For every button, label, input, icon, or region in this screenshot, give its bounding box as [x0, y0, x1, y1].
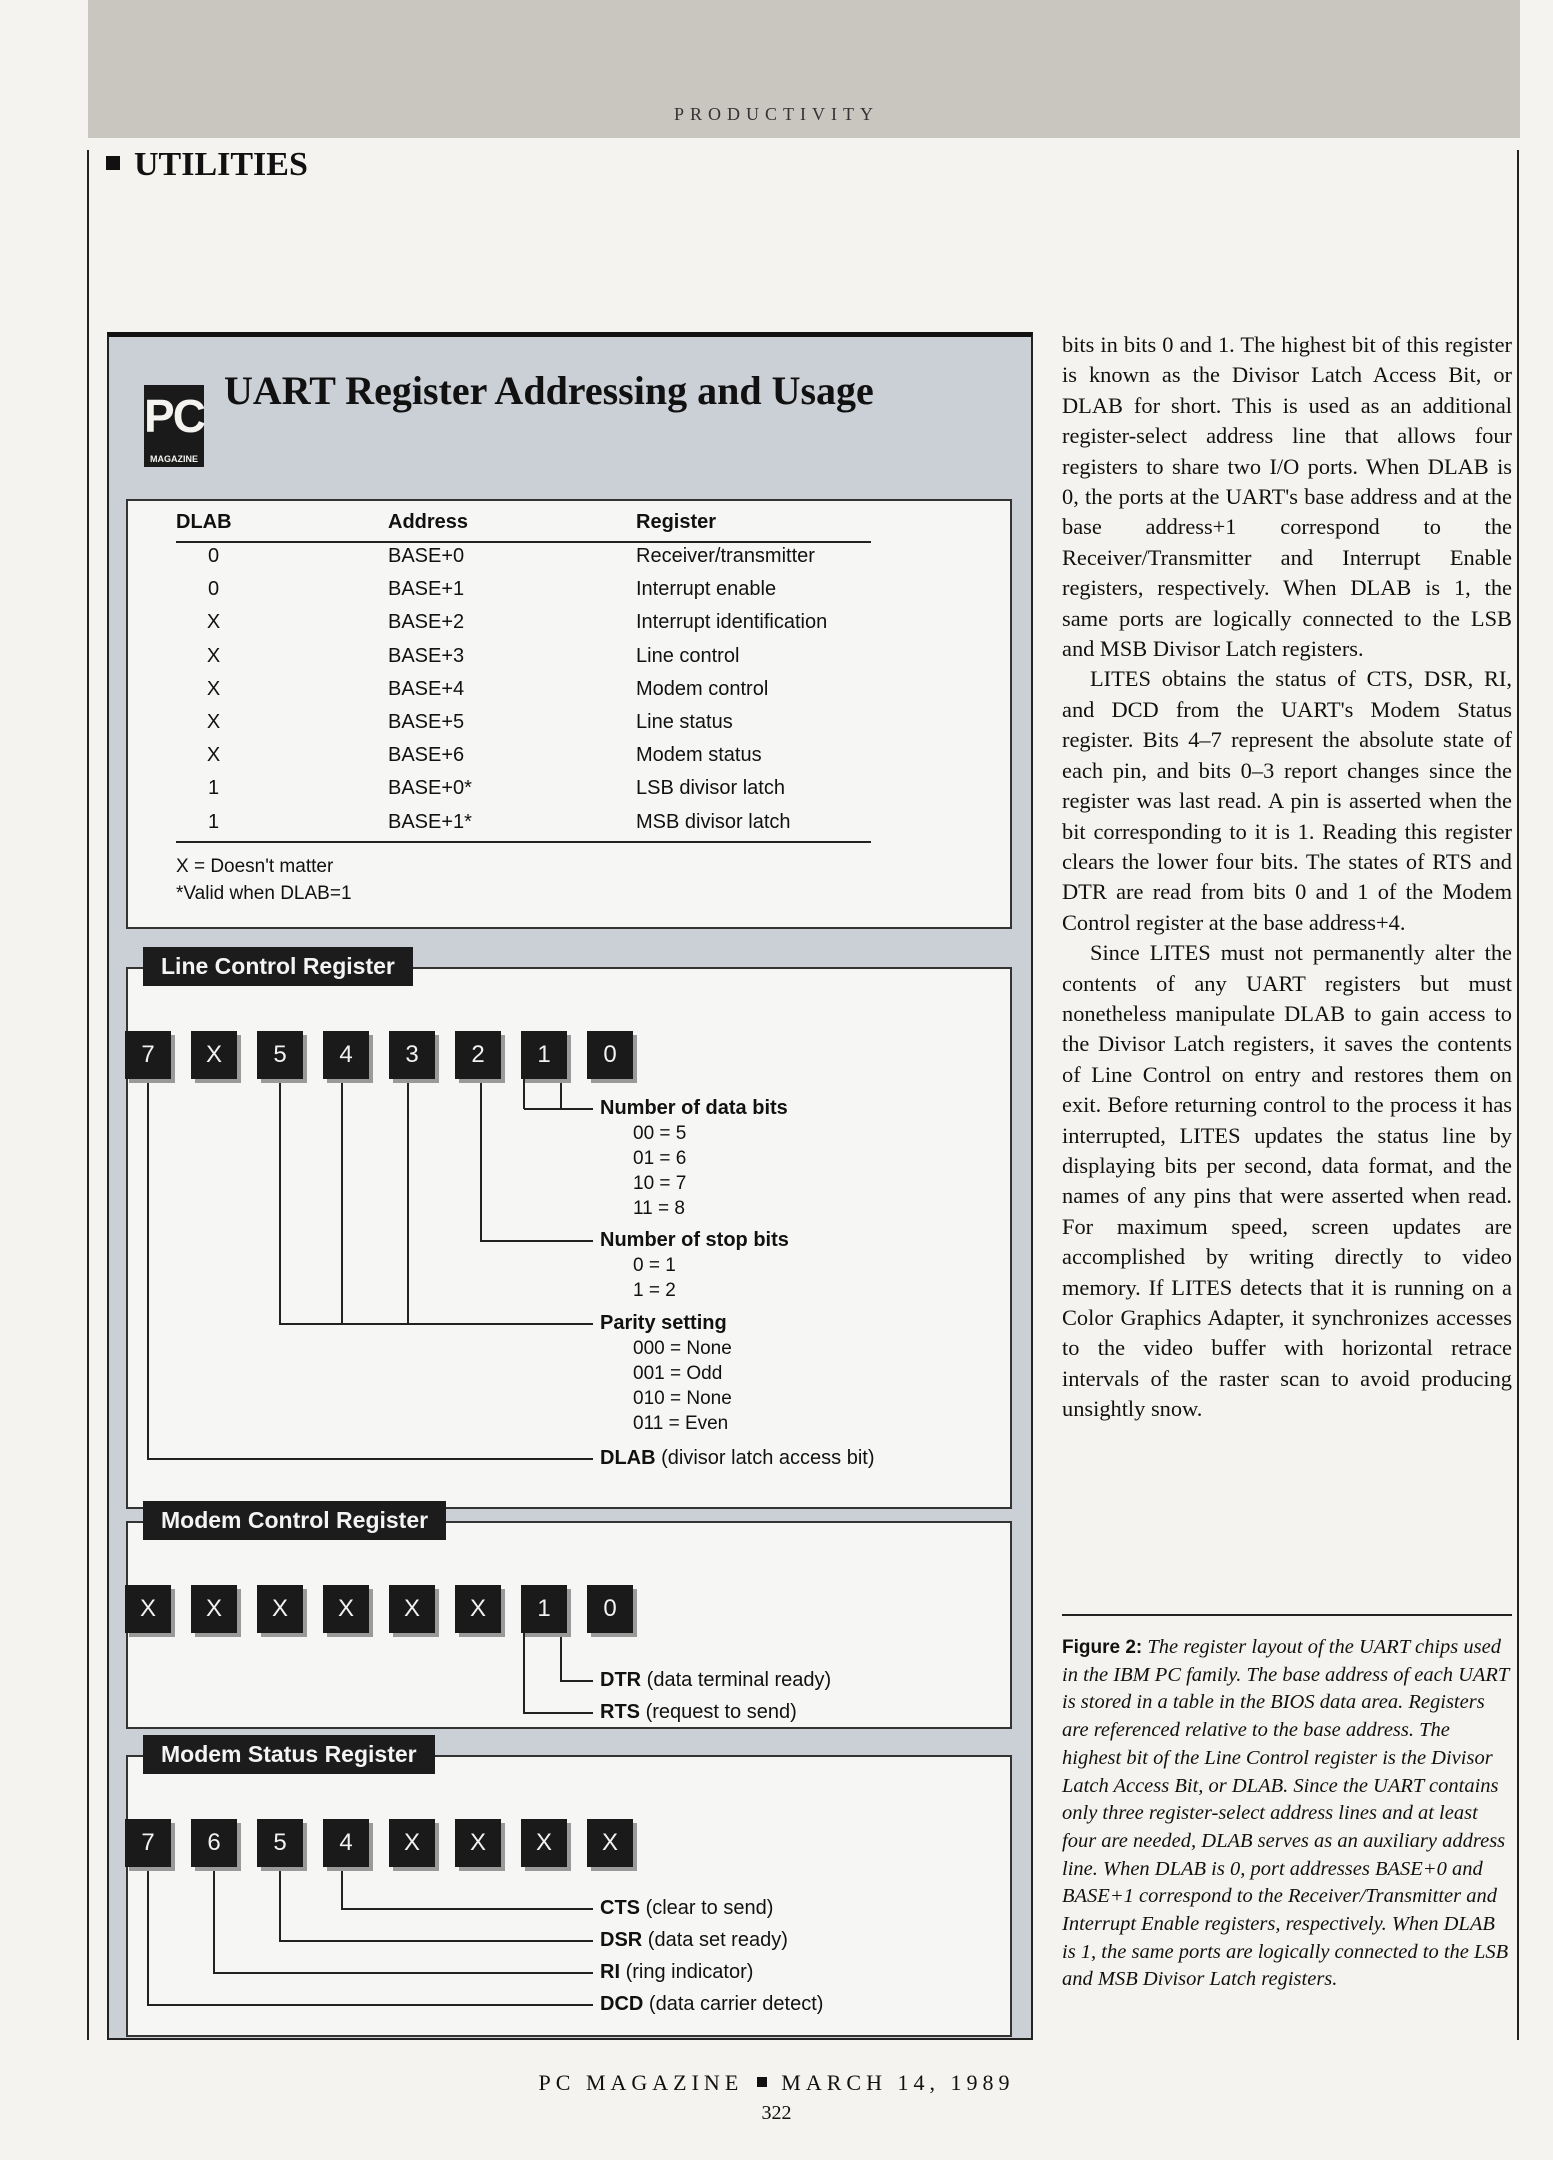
pc-magazine-logo-icon — [144, 385, 204, 467]
modem-control-bit-2: X — [455, 1585, 501, 1633]
connector-line — [148, 1079, 593, 1459]
data-bits-value: 01 = 6 — [633, 1148, 687, 1169]
parity-value: 011 = Even — [633, 1413, 729, 1434]
modem-control-bit-0: 0 — [587, 1585, 633, 1633]
connector-line — [280, 1079, 593, 1324]
table-cell: Interrupt enable — [636, 578, 777, 601]
line-control-bit-5: 5 — [257, 1031, 303, 1079]
figure-panel — [107, 332, 1033, 2040]
modem-control-bit-7: X — [125, 1585, 171, 1633]
table-row — [176, 777, 871, 810]
page-number: 322 — [761, 2102, 792, 2124]
line-control-bit-1: 1 — [521, 1031, 567, 1079]
line-control-bit-6: X — [191, 1031, 237, 1079]
table-row — [176, 545, 871, 578]
stop-bits-value: 1 = 2 — [633, 1280, 676, 1301]
table-cell: Line status — [636, 711, 733, 733]
table-cell: MSB divisor latch — [636, 810, 791, 833]
article-paragraph: Since LITES must not permanently alter the contents of any UART registers but must nonetheless manipulate DLAB to gain access to the Divisor Latch registers, it saves the contents of Line Control on entry and restores them on exit. Before returning control to the process it has interrupted, LITES updates the status line by displaying bits per second, data format, and the names of any pins that were asserted when read. For maximum speed, screen updates are accomplished by writing directly to video memory. If LITES detects that it is running on a Color Graphics Adapter, it synchronizes accesses to the video buffer with horizontal retrace intervals of the raster scan to avoid producing unsightly snow. — [1062, 940, 1512, 1422]
column-header: Register — [636, 511, 717, 533]
connector-line — [481, 1079, 593, 1241]
connector-line — [524, 1633, 593, 1713]
modem-status-bit-1: X — [521, 1819, 567, 1867]
footer-separator-icon — [757, 2077, 767, 2087]
line-control-register-box — [126, 953, 1012, 1509]
dlab-label: DLAB (divisor latch access bit) — [600, 1447, 875, 1469]
table-cell: Interrupt identification — [636, 611, 828, 634]
table-row — [176, 711, 871, 744]
modem-status-bit-3: X — [389, 1819, 435, 1867]
table-cell: BASE+5 — [388, 711, 465, 733]
modem-control-bit-5: X — [257, 1585, 303, 1633]
table-cell: BASE+1 — [388, 578, 465, 601]
caption-rule — [1062, 1614, 1512, 1616]
modem-status-register-box — [126, 1741, 1012, 2037]
table-cell: X — [206, 611, 221, 634]
modem-status-bit-7: 7 — [125, 1819, 171, 1867]
ri-label: RI (ring indicator) — [600, 1961, 754, 1983]
table-row — [176, 645, 871, 678]
table-row — [176, 611, 871, 644]
dcd-label: DCD (data carrier detect) — [600, 1993, 824, 2015]
modem-control-bit-1: 1 — [521, 1585, 567, 1633]
rts-label: RTS (request to send) — [600, 1701, 797, 1723]
connector-line — [342, 1867, 593, 1909]
left-column-rule — [87, 150, 89, 2040]
table-row — [176, 578, 871, 611]
table-row — [176, 678, 871, 711]
line-control-bit-0: 0 — [587, 1031, 633, 1079]
cts-label: CTS (clear to send) — [600, 1897, 774, 1919]
table-note: *Valid when DLAB=1 — [176, 883, 352, 904]
connector-line — [280, 1867, 593, 1941]
connector-line — [561, 1633, 593, 1681]
dtr-label: DTR (data terminal ready) — [600, 1669, 832, 1691]
data-bits-label: Number of data bits — [600, 1097, 788, 1119]
table-cell: X — [206, 711, 221, 733]
table-cell: 0 — [207, 578, 220, 601]
stop-bits-label: Number of stop bits — [600, 1229, 789, 1251]
data-bits-value: 00 = 5 — [633, 1123, 687, 1144]
section-label: PRODUCTIVITY — [674, 104, 879, 124]
stop-bits-value: 0 = 1 — [633, 1255, 676, 1276]
table-cell: BASE+0* — [388, 777, 472, 800]
footer — [0, 2070, 1553, 2096]
line-control-bit-4: 4 — [323, 1031, 369, 1079]
table-cell: Line control — [636, 644, 740, 667]
parity-label: Parity setting — [600, 1312, 727, 1334]
modem-control-title: Modem Control Register — [143, 1501, 446, 1540]
column-header: DLAB — [176, 511, 232, 533]
logo-subtext: MAGAZINE — [150, 454, 198, 464]
table-cell: LSB divisor latch — [636, 777, 785, 800]
table-cell: 1 — [207, 777, 220, 800]
table-cell: Receiver/transmitter — [636, 545, 815, 567]
parity-value: 001 = Odd — [633, 1363, 723, 1384]
table-bottom-rule — [176, 841, 871, 843]
modem-control-bit-4: X — [323, 1585, 369, 1633]
table-row — [176, 811, 871, 844]
table-cell: Modem status — [636, 744, 762, 767]
modem-status-bit-6: 6 — [191, 1819, 237, 1867]
table-header-rule — [176, 541, 871, 543]
connector-line — [214, 1867, 593, 1973]
department-label: UTILITIES — [134, 146, 308, 183]
table-cell: BASE+6 — [388, 744, 465, 767]
table-cell: BASE+1* — [388, 810, 472, 833]
modem-status-title: Modem Status Register — [143, 1735, 435, 1774]
line-control-bit-2: 2 — [455, 1031, 501, 1079]
logo-text: PC — [144, 390, 204, 442]
modem-control-bit-3: X — [389, 1585, 435, 1633]
table-cell: X — [206, 677, 221, 700]
line-control-bit-3: 3 — [389, 1031, 435, 1079]
modem-control-register-box — [126, 1507, 1012, 1729]
modem-status-bit-2: X — [455, 1819, 501, 1867]
data-bits-value: 11 = 8 — [633, 1198, 685, 1219]
caption-text: The register layout of the UART chips used in the IBM PC family. The base address of each UART is stored in a table in the BIOS data area. Registers are referenced relative to the base address. The highest bit of the Line Control register is the Divisor Latch Access Bit, or DLAB. Since the UART contains only three register-select address lines and at least four are needed, DLAB serves as an auxiliary address line. When DLAB is 0, port addresses BASE+0 and BASE+1 correspond to the Receiver/Transmitter and Interrupt Enable registers, respectively. When DLAB is 1, the same ports are logically connected to the LSB and MSB Divisor Latch registers. — [1062, 1636, 1509, 1991]
article-paragraph: LITES obtains the status of CTS, DSR, RI, and DCD from the UART's Modem Status register. Bits 4–7 represent the absolute state of each pin, and bits 0–3 report changes since the register was last read. A pin is asserted when the bit corresponding to it is 1. Reading this register clears the lower four bits. The states of RTS and DTR are read from bits 0 and 1 of the Modem Control register at the base address+4. — [1062, 666, 1512, 935]
footer-date: MARCH 14, 1989 — [781, 2070, 1015, 2095]
table-header-row — [176, 511, 871, 544]
line-control-bit-7: 7 — [125, 1031, 171, 1079]
dsr-label: DSR (data set ready) — [600, 1929, 788, 1951]
table-cell: Modem control — [636, 677, 769, 700]
table-cell: X — [206, 744, 221, 767]
caption-lead: Figure 2: — [1062, 1637, 1143, 1658]
connector-line — [524, 1079, 561, 1109]
bullet-square-icon — [106, 156, 120, 170]
data-bits-value: 10 = 7 — [633, 1173, 687, 1194]
table-cell: X — [206, 644, 221, 667]
figure-caption — [1062, 1634, 1512, 1994]
table-cell: BASE+4 — [388, 677, 465, 700]
table-row — [176, 744, 871, 777]
table-cell: 0 — [207, 545, 220, 567]
register-address-table — [126, 499, 1012, 929]
modem-status-connectors — [128, 1757, 1014, 2039]
article-body — [1062, 330, 1512, 1425]
right-column-rule — [1517, 150, 1519, 2040]
table-cell: BASE+0 — [388, 545, 465, 567]
table-note: X = Doesn't matter — [176, 856, 334, 877]
modem-status-bit-4: 4 — [323, 1819, 369, 1867]
table-cell: BASE+3 — [388, 644, 465, 667]
footer-magazine: PC MAGAZINE — [538, 2070, 744, 2095]
table-cell: 1 — [207, 810, 220, 833]
column-header: Address — [388, 511, 469, 533]
modem-status-bit-0: X — [587, 1819, 633, 1867]
table-cell: BASE+2 — [388, 611, 465, 634]
modem-status-bit-5: 5 — [257, 1819, 303, 1867]
department-heading — [106, 146, 308, 184]
modem-control-bit-6: X — [191, 1585, 237, 1633]
parity-value: 000 = None — [633, 1338, 732, 1359]
article-paragraph: bits in bits 0 and 1. The highest bit of this register is known as the Divisor Latch Access Bit, or DLAB for short. This is used as an additional register-select address line that allows four registers to share two I/O ports. When DLAB is 0, the ports at the UART's base address and at the base address+1 correspond to the Receiver/Transmitter and Interrupt Enable registers, respectively. When DLAB is 1, the same ports are logically connected to the LSB and MSB Divisor Latch registers. — [1062, 332, 1512, 662]
line-control-title: Line Control Register — [143, 947, 413, 986]
figure-title: UART Register Addressing and Usage — [224, 368, 874, 413]
parity-value: 010 = None — [633, 1388, 732, 1409]
